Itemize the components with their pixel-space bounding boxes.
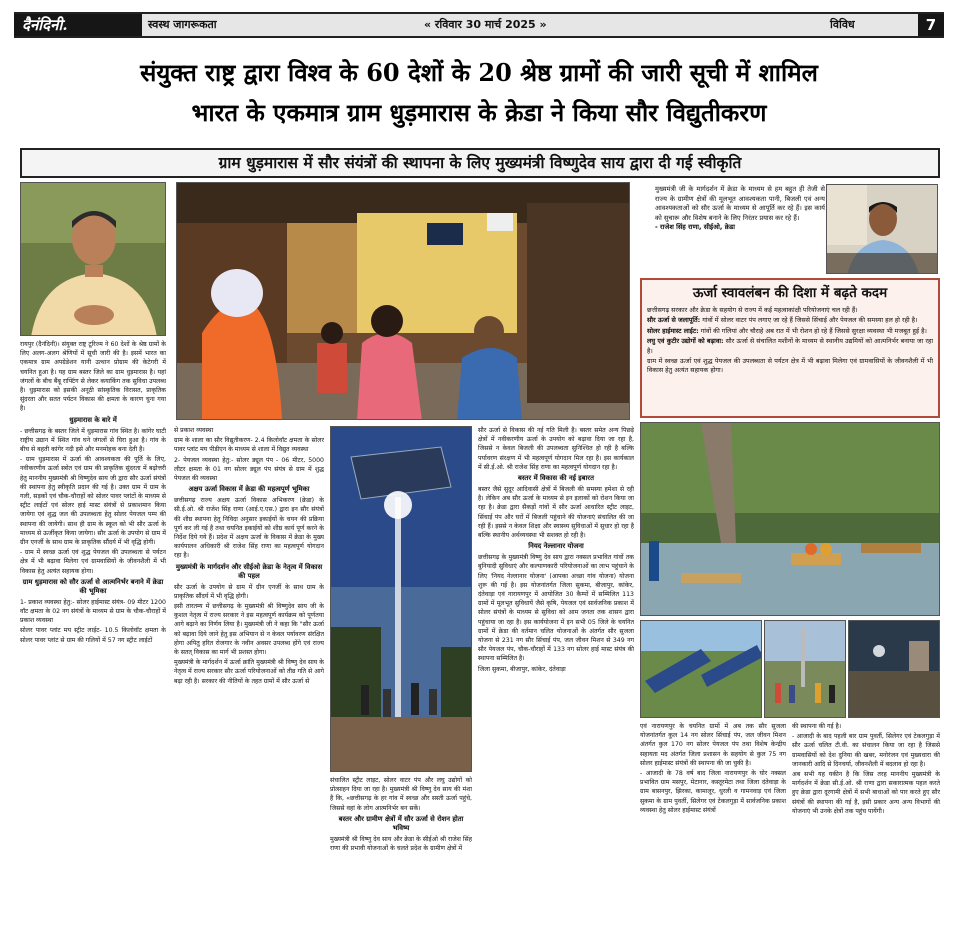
box-paragraph: सोलर हाईमास्ट लाईट: गांवों की गलियां और चौराहे अब रात में भी रोशन हो रहे हैं जिससे सुरक्षा व्यवस्था भी मजबूत हुई है।: [647, 326, 927, 335]
headline-line-2: भारत के एकमात्र ग्राम धुड़मारास के क्रेडा ने किया सौर विद्युतीकरण: [191, 98, 767, 127]
article-paragraph: सौर ऊर्जा के उपयोग से ग्राम में ग्रीन एनर्जी के साथ ग्राम के प्राकृतिक सौंदर्य में भी वृद्धि होगी।: [174, 583, 324, 600]
article-paragraph: एवं नारायणपुर के चयनित ग्रामों में अब तक सौर सुजला योजनांतर्गत कुल 14 नग सोलर सिंचाई पंप, जल जीवन मिशन अंतर्गत कुल 170 नग सोलर पेयजल पंप तथा विशेष केन्द्रीय सहायता मद अंतर्गत जिला प्रशासन के सहयोग से कुल 75 नग सोलर हाईमास्ट संयंत्रों की स्थापना की जा चुकी है।: [640, 723, 786, 767]
river-rafting-photo: [640, 422, 940, 616]
dateline: « रविवार 30 मार्च 2025 »: [424, 18, 547, 31]
article-paragraph: अब सभी यह यकीन है कि जिस तरह माननीय मुख्यमंत्री के मार्गदर्शन में क्रेडा सी.ई.ओ. श्री राणा द्वारा सकारात्मक पहल करते हुए क्रेडा द्वारा दूरगामी क्षेत्रों में सभी बाधाओं को पार करते हुए सौर संयंत्रों की स्थापना की गई है, इसी प्रकार अन्य अन्य विभागों की योजनाएं भी उनके क्षेत्रों तक पहुंच पायेंगी।: [792, 771, 940, 815]
ceo-quote-text: मुख्यमंत्री जी के मार्गदर्शन में क्रेडा के माध्यम से हम बहुत ही तेजी से राज्य के ग्रामीण क्षेत्रों की मूलभूत आवश्यकता पानी, बिजली एवं अन्य आवश्यकताओं को सौर ऊर्जा के माध्यम से आपूर्ति कर रहे हैं। इस कार्य को सुचारू और विशेष बनाने के लिए निरंतर प्रयास कर रहे हैं।: [655, 185, 825, 222]
box-label: लघु एवं कुटीर उद्योगों को बढ़ावा:: [647, 337, 724, 346]
article-paragraph: 1- प्रकाश व्यवस्था हेतु:- सोलर हाईमास्ट संयंत्र- 09 मीटर 1200 वॉट क्षमता के 02 नग संयंत्रों के माध्यम से ग्राम के चौक-चौराहों में प्रकाश व्यवस्था: [20, 598, 166, 625]
solar-panels-photo: [640, 620, 762, 718]
article-column-2: [174, 426, 324, 916]
masthead-bar: [14, 12, 944, 38]
article-paragraph: छत्तीसगढ़ राज्य अक्षय ऊर्जा विकास अभिकरण (क्रेडा) के सी.ई.ओ. श्री राजेश सिंह राणा (आई.ए.एस.) द्वारा इन सौर संयंत्रों की शीघ्र स्थापना हेतु निविदा अनुसार इकाईयों के चयन की प्रक्रिया पूर्ण कर ली गई है तथा चयनित इकाईयों को शीघ्र कार्य पूर्ण करने के निर्देश दिये गये हैं। प्रदेश में अक्षय ऊर्जा के विकास में क्रेडा के मुख्य कार्यपालन अधिकारी श्री राजेश सिंह राणा का महत्वपूर्ण योगदान रहा है।: [174, 497, 324, 560]
article-paragraph: - छत्तीसगढ़ के बस्तर जिले में धुड़मारास गांव स्थित है। कांगेर घाटी राष्ट्रीय उद्यान में स्थित गांव घने जंगलों से घिरा हुआ है। गांव के बीच से बहती कांगेर नदी इसे और मनमोहक बना देती है।: [20, 427, 166, 454]
newspaper-brand: दैनंदिनी.: [14, 14, 142, 36]
ceo-portrait-photo: [826, 184, 938, 274]
section-heading: बस्तर में विकास की नई इबारत: [518, 474, 594, 483]
article-paragraph: - ग्राम में स्वच्छ ऊर्जा एवं शुद्ध पेयजल की उपलब्धता से पर्यटन क्षेत्र में भी बढ़ावा मिलेगा एवं ग्रामवासियों के जीवनशैली में भी विकास हेतु अत्यंत सहायक होगा।: [20, 549, 166, 575]
chief-minister-portrait-photo: [20, 182, 166, 336]
article-column-4: [478, 426, 634, 916]
article-paragraph: 2- पेयजल व्यवस्था हेतु:- सोलर ड्यूल पंप - 06 मीटर, 5000 लीटर क्षमता के 01 नग सोलर ड्यूल पंप संयंत्र से ग्राम में शुद्ध पेयजल की व्यवस्था: [174, 456, 324, 483]
section-label-left: स्वस्थ जागरूकता: [148, 18, 217, 31]
article-paragraph: से प्रकाश व्यवस्था: [174, 427, 214, 434]
article-paragraph: सोलर पावर प्लांट मय स्ट्रीट लाईट- 10.5 किलोवॉट क्षमता के सोलर पावर प्लांट से ग्राम की गलियों में 57 नग स्ट्रीट लाईटों: [20, 627, 166, 644]
article-paragraph: की स्थापना की गई है।: [792, 723, 842, 730]
box-body: [647, 306, 933, 377]
article-paragraph: मुख्यमंत्री के मार्गदर्शन में ऊर्जा क्रांति मुख्यमंत्री श्री विष्णु देव साय के नेतृत्व में राज्य सरकार सौर ऊर्जा परियोजनाओं को तीव्र गति से आगे बढ़ा रही है। सरकार की नीतियों के तहत ग्रामों में सौर ऊर्जा से: [174, 659, 324, 685]
article-paragraph: - ग्राम धुड़मारास में ऊर्जा की आवश्यकता की पूर्ति के लिए, नवीकरणीय ऊर्जा स्त्रोत एवं ग्राम की प्राकृतिक सुंदरता में बढ़ोत्तरी हेतु माननीय मुख्यमंत्री श्री विष्णुदेव साय जी द्वारा सौर ऊर्जा संयंत्रों की स्थापना हेतु स्वीकृति प्रदान की गई है। उक्त ग्राम में ग्राम के गली, सड़कों एवं चौक-चौराहों को सोलर पावर प्लांटों के माध्यम से स्ट्रीट लाईटों एवं सोलर हाई मास्ट संयंत्रों से प्रकाशमान किया जायेगा एवं शुद्ध जल की उपलब्धता हेतु सोलर पेयजल पम्प की स्थापना की जायेगी। साथ ही ग्राम के स्कूल को भी सौर ऊर्जा के माध्यम से ऊर्जीकृत किया जायेगा। सौर ऊर्जा के उपयोग से ग्राम में ग्रीन एनर्जी के साथ ग्राम के प्राकृतिक सौंदर्य में भी वृद्धि होगी।: [20, 456, 166, 547]
ceo-quote: [655, 185, 825, 273]
energy-self-reliance-box: [640, 278, 940, 418]
section-heading: अक्षय ऊर्जा विकास में क्रेडा की महत्वपूर्ण भूमिका: [188, 485, 310, 494]
article-column-6: [792, 722, 940, 916]
village-road-night-photo: [848, 620, 940, 718]
ceo-quote-author: - राजेश सिंह राणा, सीईओ, क्रेडा: [655, 223, 735, 232]
article-paragraph: - आजादी के बाद पहली बार ग्राम पुवर्ती, सिलेगर एवं टेकलगुड़ा में सौर ऊर्जा चलित टी.वी. का संचालन किया जा रहा है जिससे ग्रामवासियों को देश दुनिया की खबर, मनोरंजन एवं मुख्यधारा की जानकारी आदि से दिनचर्या, जीवनशैली में बदलाव हो रहा है।: [792, 733, 940, 768]
article-paragraph: जिला सुकमा, बीजापुर, कांकेर, दंतेवाड़ा: [478, 665, 566, 673]
box-title: ऊर्जा स्वावलंबन की दिशा में बढ़ते कदम: [692, 285, 888, 301]
article-intro: रायपुर (दैनंदिनी)। संयुक्त राष्ट्र टूरिज्म ने 60 देशों के श्रेष्ठ ग्रामों के लिए अलग-अलग श्रेणियों में सूची जारी की है। इसमें भारत का एकमात्र ग्राम अपग्रेडेशन यानी उत्थान प्रोग्राम की केटेगरी में चयनित हुआ है। यह ग्राम बस्तर जिले का ग्राम धुड़मारास है। यहां जंगलों के बीच बैंबू राफ्टिंग से लेकर कयाकिंग तक सुविधा उपलब्ध है। धुड़मारास को इसकी अनूठी सांस्कृतिक विरासत, प्राकृतिक सुंदरता और सतत पर्यटन विकास की क्षमता के कारण चुना गया है।: [20, 341, 166, 413]
section-heading: धुड़मारास के बारे में: [69, 415, 117, 424]
box-paragraph: छत्तीसगढ़ सरकार और क्रेडा के सहयोग से राज्य में कई महत्वाकांक्षी परियोजनाएं चल रही हैं।: [647, 306, 858, 314]
article-column-1: [20, 340, 166, 915]
section-heading: बस्तर और ग्रामीण क्षेत्रों में सौर ऊर्जा से रोशन होता भविष्य: [338, 814, 464, 832]
village-interior-tv-photo: [176, 182, 630, 420]
article-paragraph: बस्तर जैसे सुदूर आदिवासी क्षेत्रों में बिजली की समस्या हमेशा से रही है। लेकिन अब सौर ऊर्जा के माध्यम से इन इलाकों को रोशन किया जा रहा है। क्रेडा द्वारा सैकड़ों गांवों में सौर ऊर्जा आधारित स्ट्रीट लाइट, सिंचाई पंप और घरों में बिजली पहुंचाने की योजनाएं संचालित की जा रही हैं। इससे न केवल शिक्षा और स्वास्थ्य सुविधाओं में सुधार हो रहा है बल्कि स्थानीय अर्थव्यवस्था भी सशक्त हो रही है।: [478, 486, 634, 540]
article-paragraph: मुख्यमंत्री श्री विष्णु देव साय और क्रेडा के सीईओ श्री राजेश सिंह राणा की प्रभावी योजनाओं के चलते प्रदेश के ग्रामीण क्षेत्रों में: [330, 835, 472, 853]
villagers-gathering-photo: [764, 620, 846, 718]
article-column-3: [330, 776, 472, 916]
article-column-5: [640, 722, 786, 916]
article-paragraph: सौर ऊर्जा से विकास की नई गति मिली है। बस्तर समेत अन्य पिछड़े क्षेत्रों में नवीकरणीय ऊर्जा के उपयोग को बढ़ावा दिया जा रहा है, जिससे न केवल बिजली की उपलब्धता सुनिश्चित हो रही है बल्कि पर्यावरण संरक्षण में भी महत्वपूर्ण योगदान मिल रहा है। इस कार्यकाल में सी.ई.ओ. श्री राजेश सिंह राणा का महत्वपूर्ण योगदान रहा है।: [478, 427, 634, 471]
box-label: सौर ऊर्जा से जलापूर्ति:: [647, 316, 701, 325]
section-label-right: विविध: [830, 18, 855, 31]
article-paragraph: ग्राम के शाला का सौर विद्युतीकरण- 2.4 किलोवॉट क्षमता के सोलर पावर प्लांट मय पीडीएन के माध्यम से शाला में विद्युत व्यवस्था: [174, 437, 324, 454]
section-heading: मुख्यमंत्री के मार्गदर्शन और सीईओ क्रेडा के नेतृत्व में विकास की पहल: [175, 562, 323, 580]
article-paragraph: छत्तीसगढ़ के मुख्यमंत्री विष्णु देव साय द्वारा नक्सल प्रभावित गांवों तक बुनियादी सुविधाएं और कल्याणकारी परियोजनाओं का लाभ पहुंचाने के लिए 'नियद नेल्लानार योजना' (आपका अच्छा गांव योजना) योजना शुरू की गई है। इस योजनांतर्गत जिला सुकमा, बीजापुर, कांकेर, दंतेवाड़ा एवं नारायणपुर में आयोजित 30 कैम्पों में सम्मिलित 113 ग्रामों में मूलभूत सुविधायें जैसे कृषि, पेयजल एवं सार्वजनिक प्रकाश में सोलर संयंत्रों के माध्यम से सुविधा को आम जनता तक शासन द्वारा पहुंचाया जा रहा है। इस कार्ययोजना में इन सभी 05 जिले के चयनित ग्रामों में क्रेडा की वर्तमान चलित योजनाओं के अंतर्गत सौर सुजला योजना से 231 नग सौर सिंचाई पंप, जल जीवन मिशन से 349 नग सौर पेयजल पंप, चौक-चौराहों में 133 नग सोलर हाई मास्ट संयंत्र की स्थापना सम्मिलित है।: [478, 554, 634, 663]
article-paragraph: इसी तारतम्य में छत्तीसगढ़ के मुख्यमंत्री श्री विष्णुदेव साय जी के कुशल नेतृत्व में राज्य सरकार ने इस महत्वपूर्ण कार्यक्रम को पूर्णतया आगे बढ़ाने का निर्णय लिया है। मुख्यमंत्री जी ने कहा कि "सौर ऊर्जा को बढ़ावा दिये जाने हेतु इस अभियान से न केवल पर्यावरण संरक्षित होगा अपितु हरित रोजगार के नवीन अवसर उपलब्ध होंगे एवं राज्य के सतत् विकास का मार्ग भी प्रशस्त होगा।: [174, 603, 324, 657]
headline-line-1: संयुक्त राष्ट्र द्वारा विश्व के 60 देशों के 20 श्रेष्ठ ग्रामों की जारी सूची में शामिल: [140, 58, 818, 87]
page-number: 7: [918, 14, 944, 36]
section-heading: ग्राम धुड़मारास को सौर ऊर्जा से आत्मनिर्भर बनाने में क्रेडा की भूमिका: [22, 577, 164, 595]
subheadline: ग्राम धुड़मारास में सौर संयंत्रों की स्थापना के लिए मुख्यमंत्री विष्णुदेव साय द्वारा दी गई स्वीकृति: [20, 148, 940, 178]
solar-street-light-night-photo: [330, 426, 472, 772]
article-paragraph: संचालित स्ट्रीट लाइट, सोलर वाटर पंप और लघु उद्योगों को प्रोत्साहन दिया जा रहा है। मुख्यमंत्री श्री विष्णु देव साय की मंशा है कि, «छत्तीसगढ़ के हर गांव में स्वच्छ और सस्ती ऊर्जा पहुंचे, जिससे वहां के लोग आत्मनिर्भर बन सकें।: [330, 777, 472, 812]
box-label: सोलर हाईमास्ट लाईट:: [647, 326, 699, 335]
section-heading: नियद नेल्लानार योजना: [528, 542, 584, 551]
box-paragraph: ग्राम में स्वच्छ ऊर्जा एवं शुद्ध पेयजल की उपलब्धता से पर्यटन क्षेत्र में भी बढ़ावा मिलेगा एवं ग्रामवासियों के जीवनशैली में भी विकास हेतु अत्यंत सहायक होगा।: [647, 357, 933, 375]
article-paragraph: - आजादी के 78 वर्ष बाद जिला नारायणपुर के घोर नक्सल प्रभावित ग्राम मसपुर, मेटानार, कस्तूरमेटा तथा जिला दंतेवाड़ा के ग्राम बासनपुर, झिरका, कामालूर, धुरली व गामनवाड़ एवं जिला सुकमा के ग्राम पुवर्ती, सिलेगर एवं टेकलगुड़ा में सार्वजनिक प्रकाश व्यवस्था हेतु सोलर हाईमास्ट संयंत्रों: [640, 770, 786, 814]
box-paragraph: लघु एवं कुटीर उद्योगों को बढ़ावा: सौर ऊर्जा से संचालित मशीनों के माध्यम से स्थानीय उद्यमियों को आत्मनिर्भर बनाया जा रहा है।: [647, 337, 933, 355]
box-paragraph: सौर ऊर्जा से जलापूर्ति: गांवों में सोलर वाटर पंप लगाए जा रहे हैं जिससे सिंचाई और पेयजल की समस्या हल हो रही है।: [647, 316, 918, 325]
